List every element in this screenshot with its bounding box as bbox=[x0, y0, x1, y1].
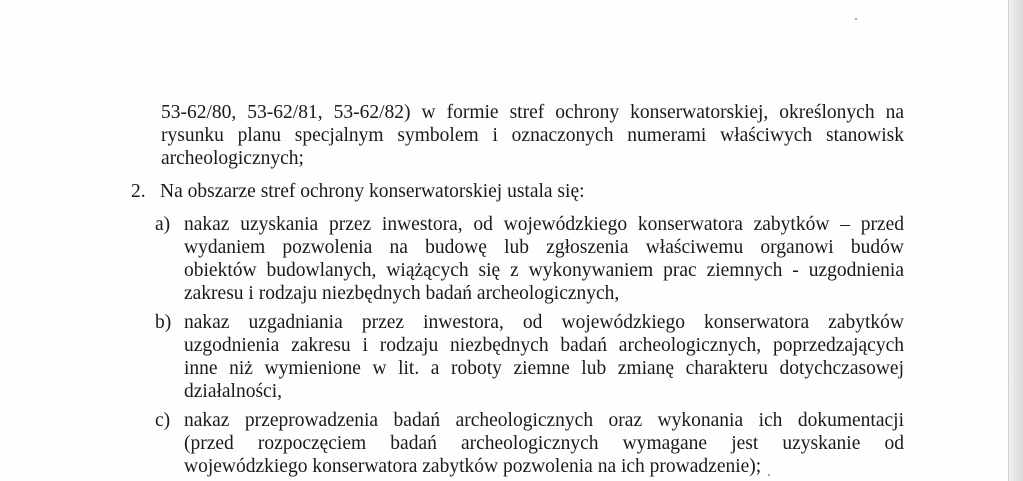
scan-speck bbox=[855, 18, 857, 20]
sub-item-line: nakaz przeprowadzenia badań archeologicznych oraz wykonania ich dokumentacji bbox=[184, 410, 904, 431]
sub-item-line: nakaz uzyskania przez inwestora, od wojewódzkiego konserwatora zabytków – przed bbox=[184, 214, 904, 235]
sub-item-line: obiektów budowlanych, wiążących się z wykonywaniem prac ziemnych - uzgodnienia bbox=[184, 260, 904, 281]
sub-item-letter: a) bbox=[155, 214, 171, 235]
sub-item-letter: b) bbox=[155, 312, 172, 333]
sub-item-line: uzgodnienia zakresu i rodzaju niezbędnych badań archeologicznych, poprzedzających bbox=[184, 335, 904, 356]
sub-item-line: nakaz uzgadniania przez inwestora, od wojewódzkiego konserwatora zabytków bbox=[184, 312, 904, 333]
sub-item-line: wydaniem pozwolenia na budowę lub zgłoszenia właściwemu organowi budów bbox=[184, 237, 904, 258]
sub-item-line: zakresu i rodzaju niezbędnych badań archeologicznych, bbox=[184, 283, 620, 304]
list-item-text: Na obszarze stref ochrony konserwatorskiej ustala się: bbox=[160, 181, 585, 202]
page-edge-shadow bbox=[1008, 0, 1023, 481]
sub-item-letter: c) bbox=[155, 410, 171, 431]
sub-item-line: inne niż wymienione w lit. a roboty ziemne lub zmianę charakteru dotychczasowej bbox=[184, 358, 904, 379]
paragraph-line: archeologicznych; bbox=[161, 148, 304, 169]
paragraph-line: rysunku planu specjalnym symbolem i oznaczonych numerami właściwych stanowisk bbox=[161, 125, 904, 146]
sub-item-line: (przed rozpoczęciem badań archeologicznych wymagane jest uzyskanie od bbox=[184, 433, 904, 454]
list-number: 2. bbox=[131, 181, 146, 202]
paragraph-line: 53-62/80, 53-62/81, 53-62/82) w formie stref ochrony konserwatorskiej, określonych na bbox=[161, 102, 904, 123]
sub-item-line: działalności, bbox=[184, 381, 283, 402]
sub-item-line: wojewódzkiego konserwatora zabytków pozwolenia na ich prowadzenie); bbox=[184, 456, 762, 477]
scan-speck bbox=[768, 474, 770, 476]
